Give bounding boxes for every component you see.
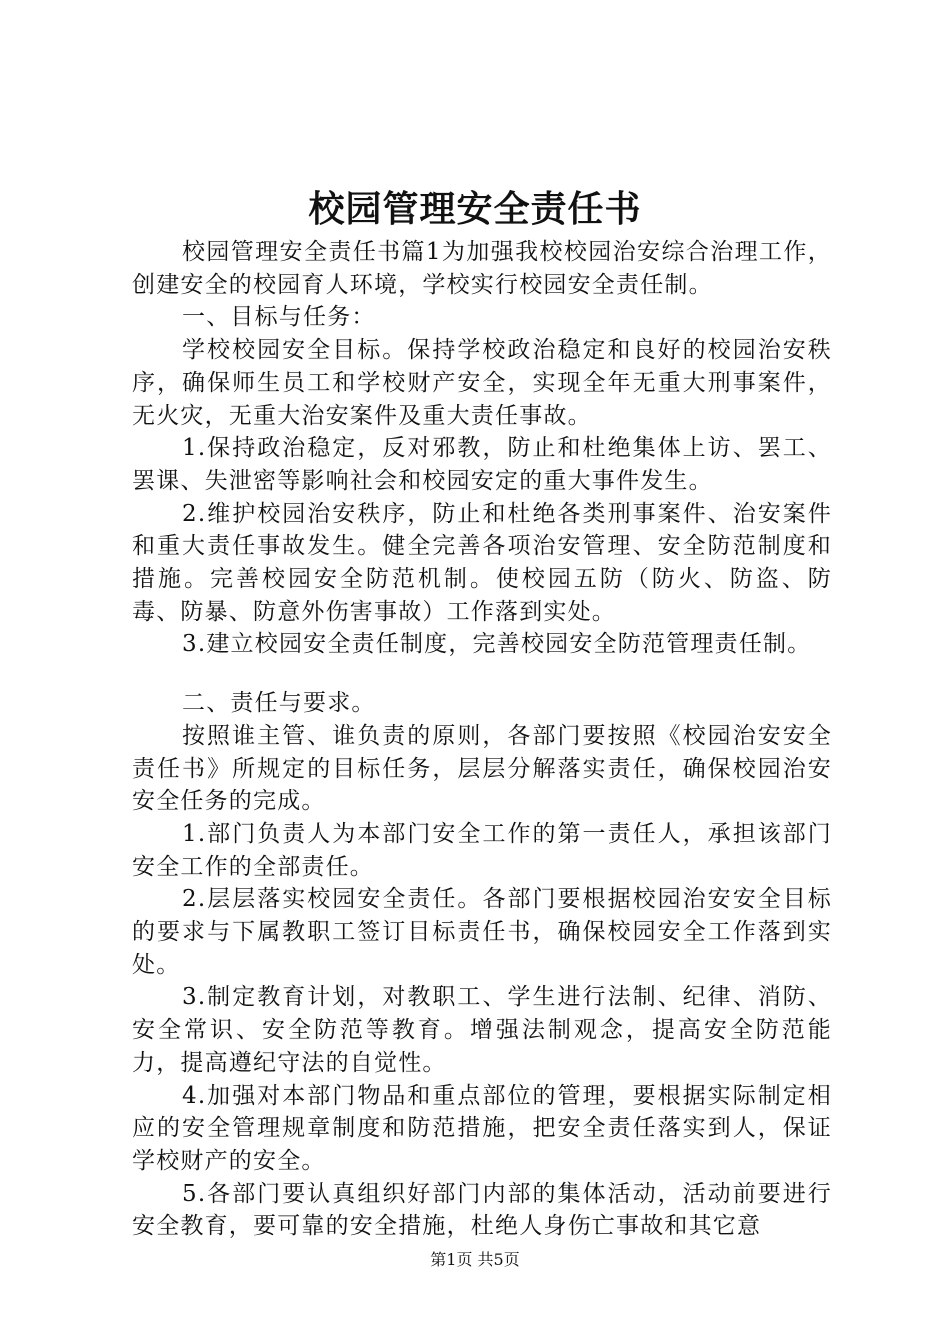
- paragraph-responsibility-1: 1.部门负责人为本部门安全工作的第一责任人，承担该部门安全工作的全部责任。: [132, 820, 832, 880]
- paragraph-responsibility-4: 4.加强对本部门物品和重点部位的管理，要根据实际制定相应的安全管理规章制度和防范措施，把安全责任落实到人，保证学校财产的安全。: [132, 1082, 832, 1174]
- paragraph-intro: 校园管理安全责任书篇1为加强我校校园治安综合治理工作，创建安全的校园育人环境，学校实行校园安全责任制。: [132, 239, 832, 298]
- paragraph-responsibility-principle: 按照谁主管、谁负责的原则，各部门要按照《校园治安安全责任书》所规定的目标任务，层层分解落实责任，确保校园治安安全任务的完成。: [132, 722, 832, 815]
- paragraph-responsibility-5: 5.各部门要认真组织好部门内部的集体活动，活动前要进行安全教育，要可靠的安全措施，杜绝人身伤亡事故和其它意: [132, 1180, 832, 1240]
- paragraph-responsibility-3: 3.制定教育计划，对教职工、学生进行法制、纪律、消防、安全常识、安全防范等教育。增强法制观念，提高安全防范能力，提高遵纪守法的自觉性。: [132, 984, 832, 1076]
- paragraph-goal-2: 2.维护校园治安秩序，防止和杜绝各类刑事案件、治安案件和重大责任事故发生。健全完善各项治安管理、安全防范制度和措施。完善校园安全防范机制。使校园五防（防火、防盗、防毒、防暴、防意外伤害事故）工作落到实处。: [132, 500, 832, 625]
- heading-goals: 一、目标与任务：: [182, 304, 376, 331]
- paragraph-goal-1: 1.保持政治稳定，反对邪教，防止和杜绝集体上访、罢工、罢课、失泄密等影响社会和校园安定的重大事件发生。: [132, 435, 832, 494]
- document-title: 校园管理安全责任书: [308, 188, 642, 230]
- paragraph-goal-summary: 学校校园安全目标。保持学校政治稳定和良好的校园治安秩序，确保师生员工和学校财产安全，实现全年无重大刑事案件，无火灾，无重大治安案件及重大责任事故。: [132, 337, 832, 429]
- heading-responsibilities: 二、责任与要求。: [182, 690, 376, 717]
- paragraph-goal-3: 3.建立校园安全责任制度，完善校园安全防范管理责任制。: [182, 631, 812, 658]
- paragraph-spacer: [132, 661, 832, 687]
- paragraph-responsibility-2: 2.层层落实校园安全责任。各部门要根据校园治安安全目标的要求与下属教职工签订目标责任书，确保校园安全工作落到实处。: [132, 886, 832, 978]
- document-body: [132, 236, 832, 1243]
- page-footer: 第1页 共5页: [430, 1250, 520, 1269]
